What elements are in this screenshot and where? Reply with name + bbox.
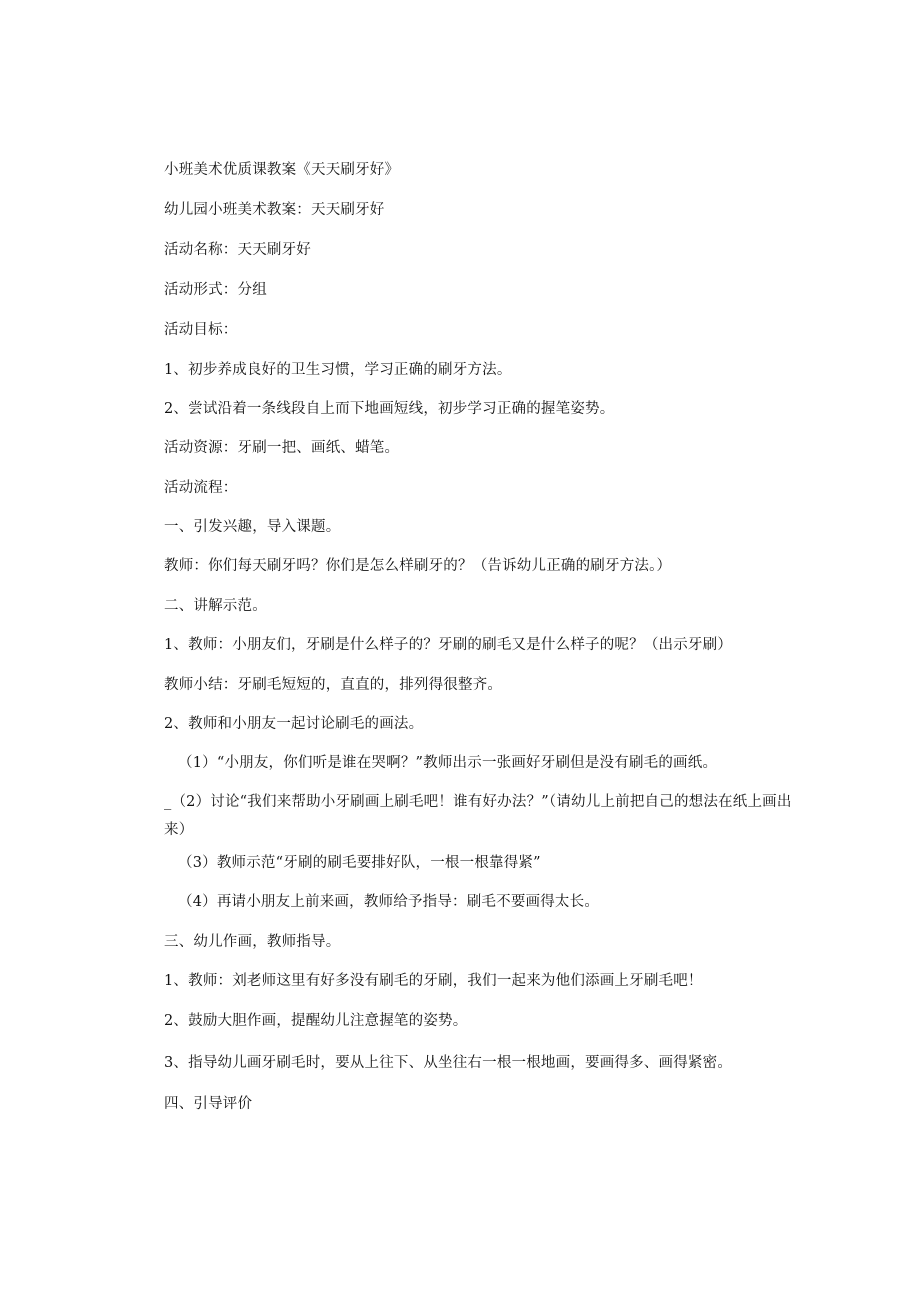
sub-item: （1）“小朋友，你们听是谁在哭啊？”教师出示一张画好牙刷但是没有刷毛的画纸。 bbox=[178, 755, 718, 771]
paragraph: 1、教师：刘老师这里有好多没有刷毛的牙刷，我们一起来为他们添画上牙刷毛吧！ bbox=[164, 973, 703, 989]
activity-process-heading: 活动流程： bbox=[164, 480, 238, 496]
paragraph: 2、鼓励大胆作画，提醒幼儿注意握笔的姿势。 bbox=[164, 1013, 468, 1029]
section-heading: 一、引发兴趣，导入课题。 bbox=[164, 519, 341, 535]
sub-item: （4）再请小朋友上前来画，教师给予指导：刷毛不要画得太长。 bbox=[178, 894, 600, 910]
paragraph: 教师：你们每天刷牙吗？你们是怎么样刷牙的？（告诉幼儿正确的刷牙方法。） bbox=[164, 558, 672, 574]
goal-item: 2、尝试沿着一条线段自上而下地画短线，初步学习正确的握笔姿势。 bbox=[164, 401, 615, 417]
section-heading: 四、引导评价 bbox=[164, 1096, 253, 1112]
paragraph: 1、教师：小朋友们，牙刷是什么样子的？牙刷的刷毛又是什么样子的呢？（出示牙刷） bbox=[164, 637, 733, 653]
sub-item: （3）教师示范“牙刷的刷毛要排好队，一根一根靠得紧” bbox=[178, 855, 541, 871]
activity-goals-heading: 活动目标： bbox=[164, 322, 238, 338]
section-heading: 二、讲解示范。 bbox=[164, 598, 267, 614]
section-heading: 三、幼儿作画，教师指导。 bbox=[164, 934, 341, 950]
document-title: 小班美术优质课教案《天天刷牙好》 bbox=[164, 162, 400, 178]
goal-item: 1、初步养成良好的卫生习惯，学习正确的刷牙方法。 bbox=[164, 362, 512, 378]
activity-form: 活动形式：分组 bbox=[164, 282, 267, 298]
activity-name: 活动名称：天天刷牙好 bbox=[164, 242, 311, 258]
sub-item-wrapped: _（2）讨论“我们来帮助小牙刷画上刷毛吧！谁有好办法？”（请幼儿上前把自己的想法在纸上画出来） bbox=[164, 794, 792, 838]
activity-resources: 活动资源：牙刷一把、画纸、蜡笔。 bbox=[164, 440, 400, 456]
document-subtitle: 幼儿园小班美术教案：天天刷牙好 bbox=[164, 202, 385, 218]
paragraph: 2、教师和小朋友一起讨论刷毛的画法。 bbox=[164, 716, 424, 732]
paragraph: 3、指导幼儿画牙刷毛时，要从上往下、从坐往右一根一根地画，要画得多、画得紧密。 bbox=[164, 1055, 733, 1071]
paragraph: 教师小结：牙刷毛短短的，直直的，排列得很整齐。 bbox=[164, 677, 503, 693]
